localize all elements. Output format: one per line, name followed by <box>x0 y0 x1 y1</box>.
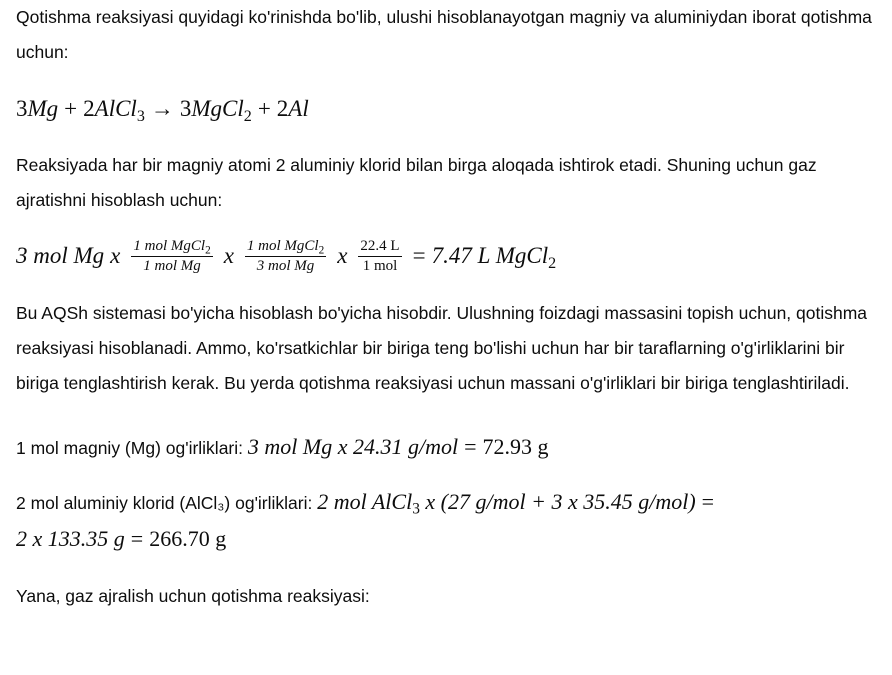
chat-response <box>16 0 886 614</box>
paragraph-reaction-explain: Reaksiyada har bir magniy atomi 2 aluminiy klorid bilan birga aloqada ishtirok etadi. Shuning uchun gaz ajratishni hisoblash uchun: <box>16 155 817 210</box>
formula-mgcl2: MgCl <box>191 96 244 121</box>
coefficient: 3 <box>16 96 28 121</box>
plus-sign: + <box>257 96 271 121</box>
fraction-denominator: 3 mol Mg <box>256 257 315 274</box>
fraction <box>245 239 326 274</box>
equals-sign: = <box>412 243 426 268</box>
gas-calc-equation <box>16 228 886 284</box>
reaction-equation <box>16 87 886 131</box>
fraction-numerator: 22.4 L <box>358 239 401 257</box>
fraction-numerator: 1 mol MgCl$_2$ <box>246 237 325 256</box>
formula-al: Al <box>288 96 309 121</box>
result-term: 7.47 L MgCl$_2$ <box>431 243 557 272</box>
subscript: 2 <box>243 107 252 125</box>
fraction <box>131 239 212 274</box>
alcl3-mass-label: 2 mol aluminiy klorid (AlCl₃) og'irliklari: <box>16 493 313 513</box>
paragraph-mg-mass <box>16 425 886 470</box>
fraction <box>358 239 401 274</box>
formula-mg: Mg <box>27 96 59 121</box>
paragraph-method: Bu AQSh sistemasi bo'yicha hisoblash bo'yicha hisobdir. Ulushning foizdagi massasini topish uchun, qotishma reaksiyasi hisoblanadi. Ammo, ko'rsatkichlar bir biriga teng bo'lishi uchun har bir taraflarning o'g'irliklarini bir biriga tenglashtirish kerak. Bu yerda qotishma reaksiyasi uchun massani o'g'irliklari bir biriga tenglashtiriladi. <box>16 303 868 393</box>
mg-mass-label: 1 mol magniy (Mg) og'irliklari: <box>16 438 244 458</box>
mg-mass-equation: 3 mol Mg x 24.31 g/mol = 72.93 g <box>247 434 549 459</box>
coefficient: 3 <box>179 96 192 121</box>
fraction-numerator: 1 mol MgCl$_2$ <box>133 237 211 256</box>
formula-alcl3: AlCl <box>94 96 137 121</box>
paragraph-alcl3-mass <box>16 484 886 557</box>
times-sign: x <box>110 243 121 268</box>
coefficient: 2 <box>276 96 289 121</box>
fraction-denominator: 1 mol <box>362 257 398 274</box>
subscript: 3 <box>136 107 145 125</box>
lead-term: 3 mol Mg <box>16 243 105 268</box>
alcl3-mass-equation-continued: 2 x 133.35 g = 266.70 g <box>16 526 227 551</box>
paragraph-gas-reaction: Yana, gaz ajralish uchun qotishma reaksiyasi: <box>16 586 370 606</box>
fraction-denominator: 1 mol Mg <box>143 257 201 274</box>
plus-sign: + <box>64 96 78 121</box>
times-sign: x <box>223 243 234 268</box>
coefficient: 2 <box>83 96 95 121</box>
alcl3-mass-equation: 2 mol AlCl$_3$ x (27 g/mol + 3 x 35.45 g/mol) = <box>317 489 715 518</box>
arrow-sign: → <box>150 96 174 121</box>
times-sign: x <box>337 243 348 268</box>
paragraph-intro: Qotishma reaksiyasi quyidagi ko'rinishda bo'lib, ulushi hisoblanayotgan magniy va aluminiydan iborat qotishma uchun: <box>16 7 872 62</box>
